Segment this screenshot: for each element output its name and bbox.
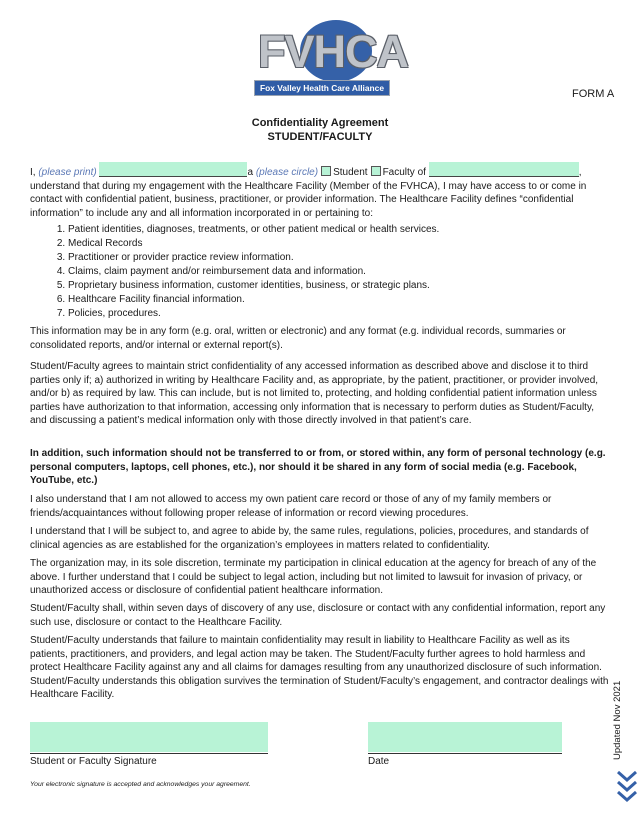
intro-prefix: I, [30,167,39,178]
paragraph-forms: This information may be in any form (e.g. oral, written or electronic) and any format (e.g. individual records, summaries or consolidated reports, and/or internal or external report(s). [30,326,566,351]
fvhca-logo [254,20,408,98]
date-line [368,753,562,754]
intro-rest: understand that during my engagement with the Healthcare Facility (Member of the FVHCA), I may have access to or come in contact with confidential patient, business, practitioner, or provider information. The Healthcare Facility defines “confidential information” to include any and all information incorporated in or pertaining to: [30,180,587,219]
list-item: 2. Medical Records [68,237,610,251]
logo-letters: FVHCA [258,26,408,77]
paragraph-termination: The organization may, in its sole discretion, terminate my participation in clinical education at the agency for breach of any of the above. I further understand that I could be subject to legal action, including but not limited to lawsuit for invasion of privacy, or unauthorized access or disclosure of confidential patient healthcare information. [30,558,597,597]
form-label: FORM A [572,88,615,100]
signature-label: Student or Faculty Signature [30,756,157,767]
name-input[interactable] [99,162,247,177]
list-item: 6. Healthcare Facility financial information. [68,293,610,307]
paragraph-liability: Student/Faculty understands that failure to maintain confidentiality may result in liability to Healthcare Facility as well as its patients, practitioners, and providers, and legal action may be taken. The Student/Faculty further agrees to hold harmless and protect Healthcare Facility against any and all claims for damages resulting from any unauthorized disclosure of such information. Student/Faculty understands this obligation survives the termination of Student/Faculty’s engagement, and contractor dealings with Healthcare Facility. [30,635,609,701]
signature-line [30,753,268,754]
confidential-info-list [30,223,610,321]
faculty-checkbox[interactable] [371,166,381,176]
paragraph-rules: I understand that I will be subject to, and agree to abide by, the same rules, regulations, policies, procedures, and standards of clinical agencies as are established for the organization’s employees in matters related to confidentiality. [30,526,589,551]
footer-note: Your electronic signature is accepted and acknowledges your agreement. [30,781,251,788]
list-item: 3. Practitioner or provider practice review information. [68,251,610,265]
faculty-of-input[interactable] [429,162,579,177]
title-line-2: STUDENT/FACULTY [267,131,373,143]
paragraph-technology: In addition, such information should not be transferred to or from, or stored within, any form of personal technology (e.g. personal computers, laptops, cell phones, etc.), nor should it be shared in any form of social media (e.g. Facebook, YouTube, etc.) [30,448,606,487]
logo-band: Fox Valley Health Care Alliance [254,80,390,96]
page-title [0,116,640,144]
title-line-1: Confidentiality Agreement [251,117,389,129]
paragraph-reporting: Student/Faculty shall, within seven days of discovery of any use, disclosure or contact with any confidential information, report any such use, disclosure or contact to the Healthcare Facility. [30,603,606,628]
student-label: Student [333,167,368,178]
signature-input[interactable] [30,722,268,752]
please-print-hint: (please print) [38,167,97,178]
intro-comma: , [578,167,582,178]
list-item: 1. Patient identities, diagnoses, treatments, or other patient medical or health services. [68,223,610,237]
chevron-down-icon [616,770,638,804]
paragraph-agreement: Student/Faculty agrees to maintain strict confidentiality of any accessed information as described above and disclose it to third parties only if; a) authorized in writing by Healthcare Facility and, as appropriate, by the patient, practitioner, or provider involved, and/or b) as required by law. This can include, but is not limited to, protecting, and holding confidential patient information unless parties have authorization to that information, accessing only information that is necessary to perform duties as Student/Faculty, and discussing a patient’s medical information only with those directly involved in that patient’s care. [30,361,599,427]
list-item: 5. Proprietary business information, customer identities, business, or strategic plans. [68,279,610,293]
intro-paragraph [30,162,610,220]
faculty-of-label: Faculty of [382,167,426,178]
student-checkbox[interactable] [321,166,331,176]
list-item: 7. Policies, procedures. [68,307,610,321]
intro-line-1 [30,162,610,180]
updated-date: Updated Nov 2021 [612,680,623,760]
date-label: Date [368,756,390,767]
intro-a: a [247,167,256,178]
list-item: 4. Claims, claim payment and/or reimbursement data and information. [68,265,610,279]
date-input[interactable] [368,722,562,752]
please-circle-hint: (please circle) [255,167,319,178]
paragraph-own-records: I also understand that I am not allowed to access my own patient care record or those of any of my family members or friends/acquaintances without following proper release of information or record viewing procedures. [30,494,552,519]
